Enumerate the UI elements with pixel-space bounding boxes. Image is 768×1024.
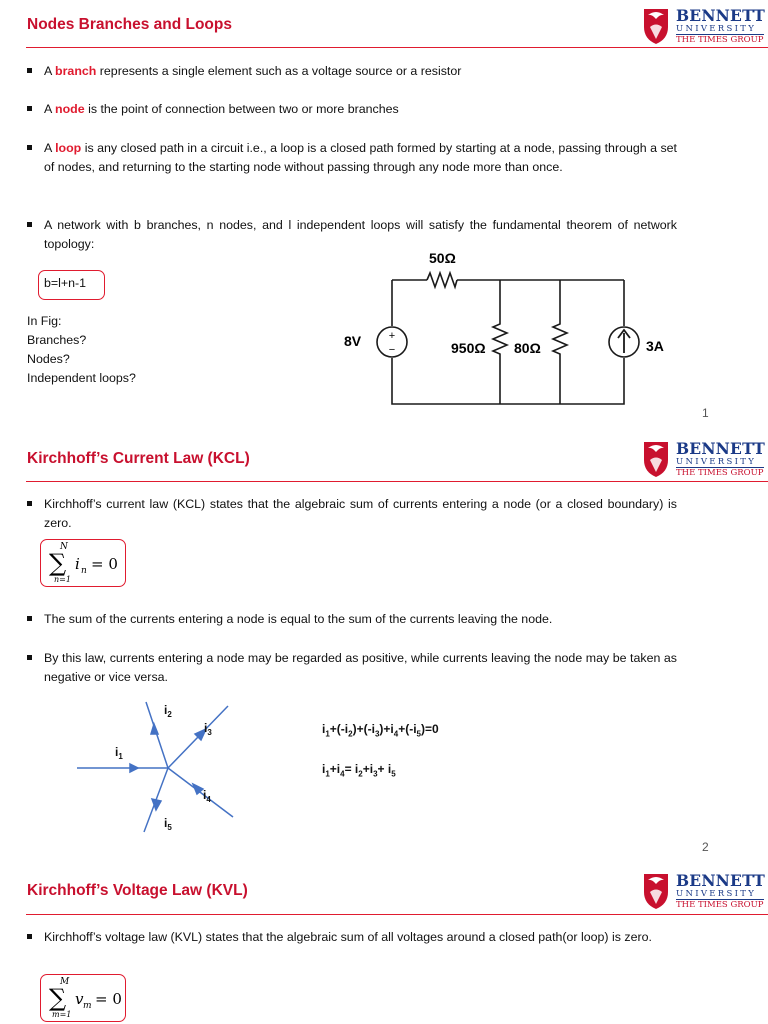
bullet-marker [27, 68, 32, 73]
question-nodes: Nodes? [27, 352, 70, 366]
slide-3 [0, 862, 768, 1024]
sum-equation [40, 974, 124, 1020]
title-rule [26, 914, 768, 915]
label-i5: $i_5$ [164, 816, 172, 832]
keyword-loop: loop [55, 141, 82, 155]
brand-name: BENNETT [676, 6, 765, 25]
arrow-right-icon [130, 764, 138, 772]
slide-title: Kirchhoff’s Voltage Law (KVL) [27, 882, 248, 899]
label-950ohm: 950Ω [451, 340, 486, 356]
bullet-marker [27, 501, 32, 506]
slide-1 [0, 0, 768, 430]
question-branches: Branches? [27, 333, 87, 347]
sigma-icon: ∑ [49, 984, 67, 1012]
seal-icon [640, 5, 672, 45]
bullet-marker [27, 145, 32, 150]
sum-var: v [75, 990, 84, 1008]
brand-university: UNIVERSITY [676, 457, 757, 467]
seal-icon [640, 870, 672, 910]
sum-var: i [75, 555, 80, 573]
node-diagram [75, 694, 255, 844]
bullet-text: is the point of connection between two or more branches [84, 102, 399, 116]
brand-group: THE TIMES GROUP [676, 900, 764, 910]
minus-sign: − [388, 344, 396, 356]
bullet-kvl-def [27, 928, 677, 947]
arrow-up-icon [151, 724, 158, 734]
brand-group: THE TIMES GROUP [676, 468, 764, 478]
slide-title: Kirchhoff’s Current Law (KCL) [27, 450, 250, 467]
brand-university: UNIVERSITY [676, 24, 757, 34]
bullet-kcl-sum [27, 610, 677, 629]
bullet-text: A network with b branches, n nodes, and l independent loops will satisfy the fundamental theorem of network topology: [44, 218, 677, 251]
resistor-80-icon [553, 280, 567, 404]
question-loops: Independent loops? [27, 371, 136, 385]
slide-title: Nodes Branches and Loops [27, 16, 232, 33]
brand-group: THE TIMES GROUP [676, 35, 764, 45]
title-rule [26, 481, 768, 482]
bullet-text: The sum of the currents entering a node is equal to the sum of the currents leaving the node. [44, 612, 553, 626]
brand-name: BENNETT [676, 871, 765, 890]
label-8v: 8V [344, 333, 362, 349]
label-80ohm: 80Ω [514, 340, 541, 356]
bullet-marker [27, 934, 32, 939]
kcl-equation-1: $i_1+(-i_2)+(-i_3)+i_4+(-i_5)=0$ [322, 722, 439, 739]
sum-lower: m=1 [52, 1010, 72, 1019]
bullet-text: By this law, currents entering a node may be regarded as positive, while currents leaving the node may be taken as negative or vice versa. [44, 651, 677, 684]
bullet-marker [27, 655, 32, 660]
bullet-loop [27, 139, 677, 177]
bullet-marker [27, 222, 32, 227]
seal-icon [640, 438, 672, 478]
page-number: 2 [702, 840, 709, 854]
resistor-950-icon [493, 280, 507, 404]
formula: b=l+n-1 [44, 276, 87, 290]
bullet-text: A [44, 141, 56, 155]
bullet-text: Kirchhoff’s voltage law (KVL) states that the algebraic sum of all voltages around a closed path(or loop) is zero. [44, 930, 652, 944]
question-fig: In Fig: [27, 314, 62, 328]
slide-2 [0, 432, 768, 860]
keyword-node: node [55, 102, 85, 116]
label-i2: $i_2$ [164, 703, 172, 719]
sum-upper: M [60, 977, 70, 987]
label-50ohm: 50Ω [429, 250, 456, 266]
bullet-text: is any closed path in a circuit i.e., a loop is a closed path formed by starting at a node, passing through a set of nodes, and returning to the starting node without passing through any node more than once. [44, 141, 677, 174]
page-number: 1 [702, 406, 709, 420]
label-3a: 3A [646, 338, 664, 354]
bullet-branch [27, 62, 677, 81]
label-i1: $i_1$ [115, 745, 123, 761]
brand-name: BENNETT [676, 439, 765, 458]
sigma-icon: ∑ [49, 549, 67, 577]
brand-university: UNIVERSITY [676, 889, 757, 899]
resistor-50-icon [427, 273, 457, 287]
bullet-marker [27, 616, 32, 621]
sum-rhs: = 0 [91, 555, 118, 573]
sum-sub: n [81, 566, 87, 576]
university-logo [640, 5, 766, 45]
sum-upper: N [60, 542, 68, 552]
bullet-marker [27, 106, 32, 111]
sum-rhs: = 0 [95, 990, 122, 1008]
bullet-text: represents a single element such as a voltage source or a resistor [96, 64, 462, 78]
title-rule [26, 47, 768, 48]
bullet-text: Kirchhoff’s current law (KCL) states that the algebraic sum of currents entering a node (or a closed boundary) is zero. [44, 497, 677, 530]
sum-equation [40, 539, 124, 585]
label-i3: $i_3$ [204, 721, 212, 737]
circuit-diagram [335, 240, 665, 405]
sum-sub: m [83, 1001, 92, 1011]
bullet-text: A [44, 102, 56, 116]
plus-sign: + [388, 330, 396, 342]
university-logo [640, 438, 766, 478]
bullet-kcl-sign [27, 649, 677, 687]
label-i4: $i_4$ [203, 788, 211, 804]
keyword-branch: branch [55, 64, 97, 78]
bullet-kcl-def [27, 495, 677, 533]
bullet-node [27, 100, 677, 119]
bullet-text: A [44, 64, 56, 78]
kcl-equation-2: $i_1+i_4= i_2+i_3+ i_5$ [322, 762, 396, 779]
sum-lower: n=1 [54, 575, 71, 584]
university-logo [640, 870, 766, 910]
